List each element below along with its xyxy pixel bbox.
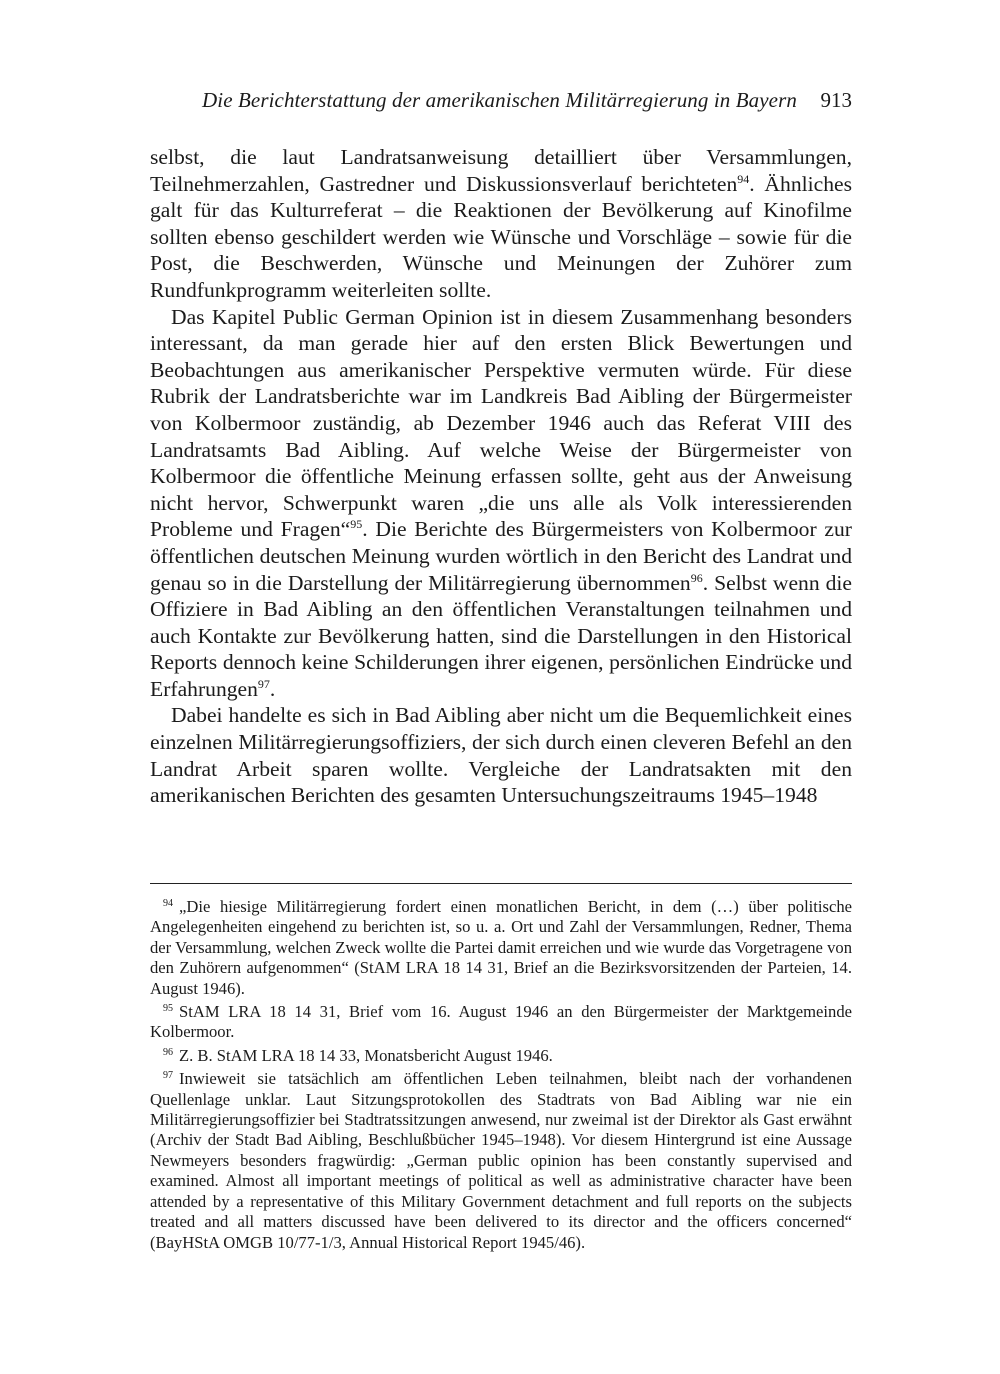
running-head — [150, 88, 852, 118]
footnote-text: „Die hiesige Militärregierung fordert einen monatlichen Bericht, in dem (…) über politische Angelegenheiten eingehend zu berichten ist, so u. a. Ort und Zahl der Versammlungen, Redner, Thema der Versammlung, welchen Zweck wollte die Partei damit erreichen und wie wurde das Vorgetragene von den Zuhörern aufgenommen“ (StAM LRA 18 14 31, Brief an die Bezirksvorsitzenden der Parteien, 14. August 1946). — [150, 897, 852, 998]
text-run: . — [269, 676, 276, 701]
footnote-ref-95: 95 — [350, 517, 363, 532]
footnote-96 — [150, 1043, 852, 1066]
footnote-text: StAM LRA 18 14 31, Brief vom 16. August 1946 an den Bürgermeister der Marktgemeinde Kolbermoor. — [150, 1002, 852, 1042]
footnote-text: Z. B. StAM LRA 18 14 33, Monatsbericht August 1946. — [179, 1045, 553, 1065]
paragraph-2 — [150, 304, 852, 703]
footnote-number: 95 — [163, 1003, 173, 1015]
body-text — [150, 144, 852, 809]
text-run: . Selbst wenn die Offiziere in Bad Aibling an den öffentlichen Veranstaltungen teilnahmen und auch Kontakte zur Bevölkerung hatten, sind die Darstellungen in den Historical Reports dennoch keine Schilderungen ihrer eigenen, persönlichen Eindrücke und Erfahrungen — [150, 570, 852, 701]
footnote-number: 96 — [163, 1046, 173, 1058]
footnote-number: 94 — [163, 898, 173, 909]
footnote-97 — [150, 1066, 852, 1253]
footnote-divider — [150, 883, 852, 884]
text-run: Das Kapitel Public German Opinion ist in diesem Zusammenhang besonders interessant, da man gerade hier auf den ersten Blick Bewertungen und Beobachtungen aus amerikanischer Perspektive vermuten würde. Für diese Rubrik der Landratsberichte war im Landkreis Bad Aibling der Bürgermeister von Kolbermoor zuständig, ab Dezember 1946 auch das Referat VIII des Landratsamts Bad Aibling. Auf welche Weise der Bürgermeister von Kolbermoor die öffentliche Meinung erfassen sollte, geht aus der Anweisung nicht hervor, Schwerpunkt waren „die uns alle als Volk interessierenden Probleme und Fragen“ — [150, 304, 852, 542]
running-title: Die Berichterstattung der amerikanischen Militärregierung in Bayern — [202, 88, 797, 112]
footnotes — [150, 894, 852, 1253]
paragraph-1 — [150, 144, 852, 304]
text-run: . Die Berichte des Bürgermeisters von Kolbermoor zur öffentlichen deutschen Meinung wurden wörtlich in den Bericht des Landrat und genau so in die Darstellung der Militärregierung übernommen — [150, 517, 852, 595]
footnote-text: Inwieweit sie tatsächlich am öffentlichen Leben teilnahmen, bleibt nach der vorhandenen Quellenlage unklar. Laut Sitzungsprotokollen des Stadtrats von Bad Aibling war nie ein Militärregierungsoffizier bei Stadtratssitzungen anwesend, nur zweimal ist der Direktor als Gast erwähnt (Archiv der Stadt Bad Aibling, Beschlußbücher 1945–1948). Vor diesem Hintergrund ist eine Aussage Newmeyers besonders fragwürdig: „German public opinion has been constantly supervised and examined. Almost all important meetings of political as well as administrative character have been attended by a representative of this Military Government detachment and full reports on the subjects treated and all matters discussed have been delivered to its director and the officers concerned“ (BayHStA OMGB 10/77-1/3, Annual Historical Report 1945/46). — [150, 1069, 852, 1252]
footnote-95 — [150, 999, 852, 1043]
paragraph-3: Dabei handelte es sich in Bad Aibling aber nicht um die Bequemlichkeit eines einzelnen Militärregierungsoffiziers, der sich durch einen cleveren Befehl an den Landrat Arbeit sparen wollte. Vergleiche der Landratsakten mit den amerikanischen Berichten des gesamten Untersuchungszeitraums 1945–1948 — [150, 703, 852, 808]
page-number: 913 — [820, 88, 852, 112]
footnote-94 — [150, 894, 852, 999]
footnote-number: 97 — [163, 1070, 173, 1082]
footnote-ref-94: 94 — [737, 171, 750, 186]
footnote-ref-97: 97 — [257, 676, 270, 691]
text-run: selbst, die laut Landratsanweisung detailliert über Versammlungen, Teilnehmerzahlen, Gastredner und Diskussionsverlauf berichteten — [150, 145, 852, 196]
text-run: . Ähnliches galt für das Kulturreferat – die Reaktionen der Bevölkerung auf Kinofilme sollten ebenso geschildert werden wie Wünsche und Vorschläge – sowie für die Post, die Beschwerden, Wünsche und Meinungen der Zuhörer zum Rundfunkprogramm weiterleiten sollte. — [150, 171, 852, 302]
footnote-ref-96: 96 — [690, 570, 703, 585]
